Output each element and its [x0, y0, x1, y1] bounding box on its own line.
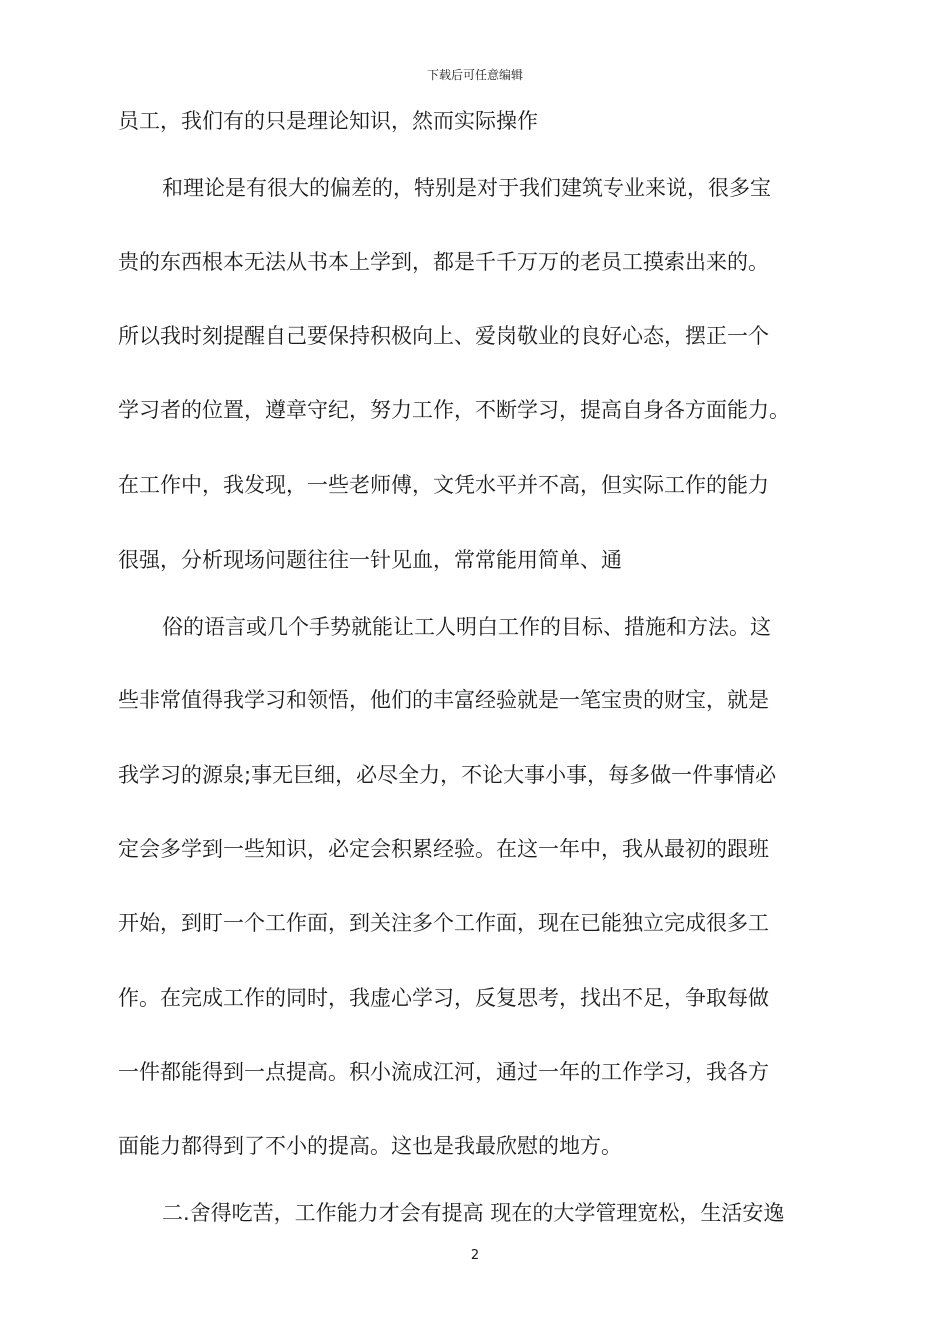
text-line: 些非常值得我学习和领悟，他们的丰富经验就是一笔宝贵的财宝，就是 [118, 688, 769, 712]
text-line: 面能力都得到了不小的提高。这也是我最欣慰的地方。 [118, 1134, 622, 1158]
page-header: 下载后可任意编辑 [426, 68, 523, 82]
text-line: 二.舍得吃苦，工作能力才会有提高 现在的大学管理宽松，生活安逸 [162, 1201, 785, 1225]
text-line: 学习者的位置，遵章守纪，努力工作，不断学习，提高自身各方面能力。 [118, 398, 790, 422]
text-line: 很强，分析现场问题往往一针见血，常常能用简单、通 [118, 548, 622, 572]
text-line: 定会多学到一些知识，必定会积累经验。在这一年中，我从最初的跟班 [118, 837, 769, 861]
text-line: 开始，到盯一个工作面，到关注多个工作面，现在已能独立完成很多工 [118, 911, 769, 935]
text-line: 员工，我们有的只是理论知识，然而实际操作 [118, 109, 538, 133]
text-line: 在工作中，我发现，一些老师傅，文凭水平并不高，但实际工作的能力 [118, 473, 769, 497]
text-line: 我学习的源泉;事无巨细，必尽全力，不论大事小事，每多做一件事情必 [118, 763, 777, 787]
text-line: 俗的语言或几个手势就能让工人明白工作的目标、措施和方法。这 [162, 615, 771, 639]
text-line: 一件都能得到一点提高。积小流成江河，通过一年的工作学习，我各方 [118, 1060, 769, 1084]
text-line: 贵的东西根本无法从书本上学到，都是千千万万的老员工摸索出来的。 [118, 250, 769, 274]
text-line: 所以我时刻提醒自己要保持积极向上、爱岗敬业的良好心态，摆正一个 [118, 324, 769, 348]
text-line: 作。在完成工作的同时，我虚心学习，反复思考，找出不足，争取每做 [118, 986, 769, 1010]
page-number: 2 [470, 1248, 480, 1263]
text-line: 和理论是有很大的偏差的，特别是对于我们建筑专业来说，很多宝 [162, 176, 771, 200]
